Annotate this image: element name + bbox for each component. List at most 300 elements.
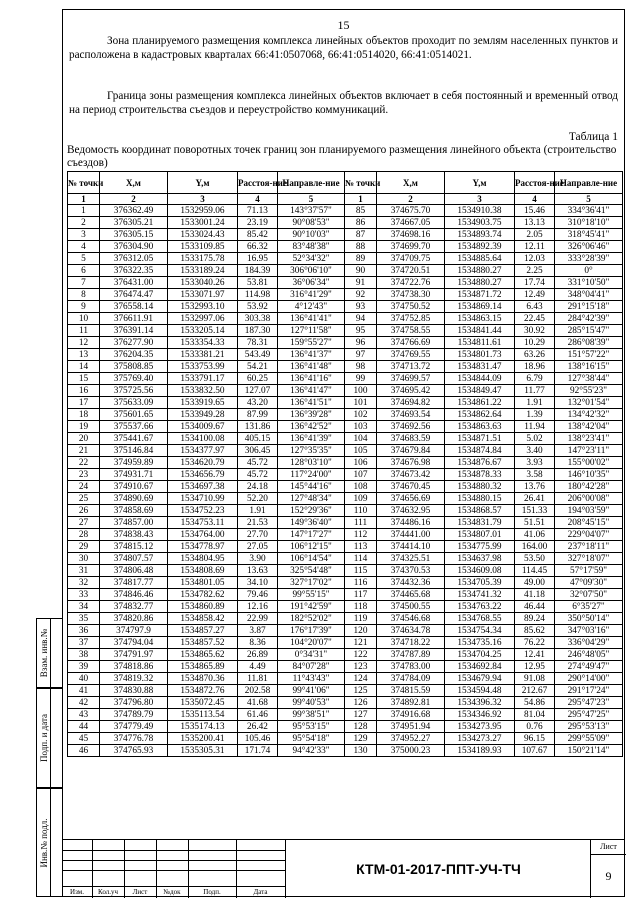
table-cell: 131.86 xyxy=(238,421,278,433)
table-cell: 1533024.43 xyxy=(168,229,238,241)
coordinates-table xyxy=(67,171,623,757)
table-cell: 374683.59 xyxy=(377,433,445,445)
table-cell: 374784.09 xyxy=(377,673,445,685)
table-cell: 151°57'22" xyxy=(555,349,623,361)
table-row xyxy=(68,601,623,613)
table-cell: 17.74 xyxy=(515,277,555,289)
table-cell: 375808.85 xyxy=(100,361,168,373)
table-cell: 136°39'28" xyxy=(278,409,345,421)
table-cell: 36°06'34" xyxy=(278,277,345,289)
table-cell: 1534862.64 xyxy=(445,409,515,421)
table-cell: 10.29 xyxy=(515,337,555,349)
table-cell: 182°52'02" xyxy=(278,613,345,625)
paragraph-text: Граница зоны размещения комплекса линейных объектов включает в себя постоянный и временный отвод на период строительства съездов и переустройство коммуникаций. xyxy=(69,90,618,116)
table-cell: 1533189.24 xyxy=(168,265,238,277)
table-cell: 12.49 xyxy=(515,289,555,301)
table-cell: 374634.78 xyxy=(377,625,445,637)
table-cell: 1534753.11 xyxy=(168,517,238,529)
table-cell: 374806.48 xyxy=(100,565,168,577)
table-cell: 306.45 xyxy=(238,445,278,457)
table-cell: 176°17'39" xyxy=(278,625,345,637)
table-cell: 1533381.21 xyxy=(168,349,238,361)
table-cell: 101 xyxy=(345,397,377,409)
table-row xyxy=(68,625,623,637)
table-cell: 1534782.62 xyxy=(168,589,238,601)
table-cell: 1534692.84 xyxy=(445,661,515,673)
table-cell: 23 xyxy=(68,469,100,481)
table-cell: 374414.10 xyxy=(377,541,445,553)
table-cell: 30 xyxy=(68,553,100,565)
sheet-box xyxy=(590,840,626,898)
table-cell: 27.70 xyxy=(238,529,278,541)
table-cell: 1534637.98 xyxy=(445,553,515,565)
table-cell: 374718.22 xyxy=(377,637,445,649)
table-cell: 1534189.93 xyxy=(445,745,515,757)
table-cell: 120 xyxy=(345,625,377,637)
table-cell: 18 xyxy=(68,409,100,421)
table-cell: 1534878.33 xyxy=(445,469,515,481)
table-cell: 374752.85 xyxy=(377,313,445,325)
table-cell: 336°04'29" xyxy=(555,637,623,649)
table-row xyxy=(68,313,623,325)
table-cell: 94 xyxy=(345,313,377,325)
table-cell: 1534885.64 xyxy=(445,253,515,265)
table-cell: 374832.77 xyxy=(100,601,168,613)
table-cell: 8 xyxy=(68,289,100,301)
table-cell: 78.31 xyxy=(238,337,278,349)
table-cell: 41.06 xyxy=(515,529,555,541)
table-cell: 6°35'27" xyxy=(555,601,623,613)
table-cell: 286°08'39" xyxy=(555,337,623,349)
table-cell: 1534870.36 xyxy=(168,673,238,685)
table-cell: 374713.72 xyxy=(377,361,445,373)
table-row xyxy=(68,325,623,337)
table-cell: 136°41'51" xyxy=(278,397,345,409)
table-row xyxy=(68,217,623,229)
table-row xyxy=(68,721,623,733)
table-cell: 374815.59 xyxy=(377,685,445,697)
table-row xyxy=(68,289,623,301)
table-cell: 1533832.50 xyxy=(168,385,238,397)
table-row xyxy=(68,337,623,349)
table-cell: 87.99 xyxy=(238,409,278,421)
table-cell: 164.00 xyxy=(515,541,555,553)
table-cell: 26.89 xyxy=(238,649,278,661)
table-row xyxy=(68,697,623,709)
table-row xyxy=(68,577,623,589)
table-cell: 1534865.62 xyxy=(168,649,238,661)
table-cell: 295°47'23" xyxy=(555,697,623,709)
table-cell: 121 xyxy=(345,637,377,649)
revision-grid xyxy=(62,840,285,898)
table-cell: 180°42'28" xyxy=(555,481,623,493)
table-cell: 2 xyxy=(68,217,100,229)
table-cell: 1534656.79 xyxy=(168,469,238,481)
table-cell: 88 xyxy=(345,241,377,253)
table-cell: 1534831.79 xyxy=(445,517,515,529)
paragraph-text: Зона планируемого размещения комплекса линейных объектов проходит по землям населенных пунктов и расположена в кадастровых кварталах 66:41:0507068, 66:41:0514020, 66:41:0514021. xyxy=(69,35,618,61)
table-cell: 376611.91 xyxy=(100,313,168,325)
table-cell: 374838.43 xyxy=(100,529,168,541)
table-cell: 0° xyxy=(555,265,623,277)
side-stamp-replace-inv xyxy=(36,618,62,688)
table-cell: 0.76 xyxy=(515,721,555,733)
table-cell: 374787.89 xyxy=(377,649,445,661)
table-cell: 8.36 xyxy=(238,637,278,649)
table-cell: 124 xyxy=(345,673,377,685)
table-cell: 102 xyxy=(345,409,377,421)
table-cell: 1534763.22 xyxy=(445,601,515,613)
table-cell: 16.95 xyxy=(238,253,278,265)
table-cell: 1534100.08 xyxy=(168,433,238,445)
table-cell: 374676.98 xyxy=(377,457,445,469)
table-cell: 374673.42 xyxy=(377,469,445,481)
table-cell: 374779.49 xyxy=(100,721,168,733)
table-row xyxy=(68,481,623,493)
table-cell: 3.90 xyxy=(238,553,278,565)
table-cell: 374441.00 xyxy=(377,529,445,541)
table-cell: 96 xyxy=(345,337,377,349)
table-cell: 1534880.27 xyxy=(445,277,515,289)
table-cell: 71.13 xyxy=(238,205,278,217)
table-cell: 127°38'44" xyxy=(555,373,623,385)
table-cell: 1534874.84 xyxy=(445,445,515,457)
table-cell: 374951.94 xyxy=(377,721,445,733)
table-row xyxy=(68,265,623,277)
header-point-number: № точки xyxy=(68,172,100,194)
table-cell: 1532959.06 xyxy=(168,205,238,217)
table-cell: 1535305.31 xyxy=(168,745,238,757)
table-cell: 54.21 xyxy=(238,361,278,373)
table-cell: 136°41'39" xyxy=(278,433,345,445)
table-row xyxy=(68,517,623,529)
table-cell: 28 xyxy=(68,529,100,541)
table-cell: 1534804.95 xyxy=(168,553,238,565)
table-cell: 117°24'00" xyxy=(278,469,345,481)
table-cell: 24.18 xyxy=(238,481,278,493)
table-cell: 11.81 xyxy=(238,673,278,685)
table-cell: 237°18'11" xyxy=(555,541,623,553)
table-cell: 17 xyxy=(68,397,100,409)
table-cell: 333°28'39" xyxy=(555,253,623,265)
table-row xyxy=(68,733,623,745)
table-cell: 53.50 xyxy=(515,553,555,565)
table-cell: 106°14'54" xyxy=(278,553,345,565)
table-cell: 374776.78 xyxy=(100,733,168,745)
table-cell: 136°41'16" xyxy=(278,373,345,385)
table-cell: 1534869.14 xyxy=(445,301,515,313)
table-cell: 212.67 xyxy=(515,685,555,697)
table-cell: 1534857.27 xyxy=(168,625,238,637)
table-cell: 1533949.28 xyxy=(168,409,238,421)
table-cell: 374857.00 xyxy=(100,517,168,529)
table-cell: 1534609.08 xyxy=(445,565,515,577)
table-cell: 374656.69 xyxy=(377,493,445,505)
table-cell: 89 xyxy=(345,253,377,265)
header-x: X,м xyxy=(100,172,168,194)
table-row xyxy=(68,373,623,385)
table-cell: 14 xyxy=(68,361,100,373)
header-point-number: № точки xyxy=(345,172,377,194)
table-cell: 374325.51 xyxy=(377,553,445,565)
table-cell: 109 xyxy=(345,493,377,505)
table-cell: 18.96 xyxy=(515,361,555,373)
table-cell: 374432.36 xyxy=(377,577,445,589)
table-cell: 4 xyxy=(68,241,100,253)
table-cell: 114.45 xyxy=(515,565,555,577)
table-cell: 13.76 xyxy=(515,481,555,493)
table-cell: 12.16 xyxy=(238,601,278,613)
table-cell: 114.98 xyxy=(238,289,278,301)
table-cell: 95°53'15" xyxy=(278,721,345,733)
table-cell: 12 xyxy=(68,337,100,349)
table-cell: 327°18'07" xyxy=(555,553,623,565)
column-number: 5 xyxy=(278,194,345,205)
table-cell: 374858.69 xyxy=(100,505,168,517)
table-cell: 63.26 xyxy=(515,349,555,361)
table-cell: 1533791.17 xyxy=(168,373,238,385)
table-cell: 1535200.41 xyxy=(168,733,238,745)
table-cell: 376305.15 xyxy=(100,229,168,241)
table-cell: 375441.67 xyxy=(100,433,168,445)
table-cell: 53.81 xyxy=(238,277,278,289)
table-cell: 1534903.75 xyxy=(445,217,515,229)
table-cell: 127°11'58" xyxy=(278,325,345,337)
table-cell: 143°37'57" xyxy=(278,205,345,217)
table-cell: 274°49'47" xyxy=(555,661,623,673)
table-cell: 104 xyxy=(345,433,377,445)
table-cell: 90 xyxy=(345,265,377,277)
table-cell: 246°48'05" xyxy=(555,649,623,661)
page-frame xyxy=(62,9,625,897)
table-cell: 34 xyxy=(68,601,100,613)
table-cell: 19 xyxy=(68,421,100,433)
table-cell: 31 xyxy=(68,565,100,577)
table-cell: 376312.05 xyxy=(100,253,168,265)
table-cell: 128 xyxy=(345,721,377,733)
table-cell: 136°41'41" xyxy=(278,313,345,325)
table-cell: 117 xyxy=(345,589,377,601)
column-number-row xyxy=(68,194,623,205)
table-cell: 3.58 xyxy=(515,469,555,481)
table-cell: 127.07 xyxy=(238,385,278,397)
table-cell: 375633.09 xyxy=(100,397,168,409)
table-cell: 27 xyxy=(68,517,100,529)
table-cell: 374819.32 xyxy=(100,673,168,685)
table-cell: 374698.16 xyxy=(377,229,445,241)
table-row xyxy=(68,469,623,481)
table-cell: 38 xyxy=(68,649,100,661)
table-cell: 374769.55 xyxy=(377,349,445,361)
table-cell: 90°10'03" xyxy=(278,229,345,241)
paragraph-zone-description xyxy=(69,35,618,62)
table-cell: 194°03'59" xyxy=(555,505,623,517)
table-cell: 92 xyxy=(345,289,377,301)
table-cell: 110 xyxy=(345,505,377,517)
table-cell: 1534679.94 xyxy=(445,673,515,685)
table-cell: 99°41'06" xyxy=(278,685,345,697)
table-cell: 1533919.65 xyxy=(168,397,238,409)
table-cell: 20 xyxy=(68,433,100,445)
table-cell: 134°42'32" xyxy=(555,409,623,421)
table-cell: 60.25 xyxy=(238,373,278,385)
table-cell: 1535174.13 xyxy=(168,721,238,733)
table-cell: 51.51 xyxy=(515,517,555,529)
table-cell: 374789.79 xyxy=(100,709,168,721)
table-cell: 132°01'54" xyxy=(555,397,623,409)
table-cell: 347°03'16" xyxy=(555,625,623,637)
table-cell: 32 xyxy=(68,577,100,589)
column-number: 3 xyxy=(445,194,515,205)
table-cell: 147°17'27" xyxy=(278,529,345,541)
table-cell: 374830.88 xyxy=(100,685,168,697)
table-cell: 119 xyxy=(345,613,377,625)
header-direction: Направле-ние xyxy=(278,172,345,194)
table-cell: 159°55'27" xyxy=(278,337,345,349)
table-cell: 99°55'15" xyxy=(278,589,345,601)
table-cell: 24 xyxy=(68,481,100,493)
table-cell: 43.20 xyxy=(238,397,278,409)
title-block-label: Лист xyxy=(132,888,148,896)
title-block-label: Дата xyxy=(253,888,268,896)
table-cell: 12.03 xyxy=(515,253,555,265)
table-row xyxy=(68,685,623,697)
table-cell: 1534892.39 xyxy=(445,241,515,253)
table-cell: 36 xyxy=(68,625,100,637)
table-cell: 26 xyxy=(68,505,100,517)
table-cell: 107.67 xyxy=(515,745,555,757)
side-stamp-label: Взам. инв.№ xyxy=(38,628,49,678)
table-cell: 66.32 xyxy=(238,241,278,253)
table-cell: 61.46 xyxy=(238,709,278,721)
table-cell: 374783.00 xyxy=(377,661,445,673)
table-cell: 45 xyxy=(68,733,100,745)
table-cell: 136°41'47" xyxy=(278,385,345,397)
table-cell: 202.58 xyxy=(238,685,278,697)
table-cell: 1534876.67 xyxy=(445,457,515,469)
table-cell: 1534377.97 xyxy=(168,445,238,457)
table-row xyxy=(68,277,623,289)
table-cell: 106 xyxy=(345,457,377,469)
table-cell: 374820.86 xyxy=(100,613,168,625)
table-cell: 11.77 xyxy=(515,385,555,397)
table-cell: 39 xyxy=(68,661,100,673)
table-cell: 1534844.09 xyxy=(445,373,515,385)
title-block xyxy=(62,839,625,897)
table-row xyxy=(68,349,623,361)
table-cell: 11.94 xyxy=(515,421,555,433)
table-cell: 374679.84 xyxy=(377,445,445,457)
table-cell: 129 xyxy=(345,733,377,745)
table-cell: 12.11 xyxy=(515,241,555,253)
table-cell: 3.40 xyxy=(515,445,555,457)
table-cell: 1533001.24 xyxy=(168,217,238,229)
header-y: Y,м xyxy=(445,172,515,194)
table-header-row xyxy=(68,172,623,194)
table-cell: 327°17'02" xyxy=(278,577,345,589)
table-cell: 0°34'31" xyxy=(278,649,345,661)
table-cell: 95 xyxy=(345,325,377,337)
table-cell: 374632.95 xyxy=(377,505,445,517)
table-cell: 1532997.06 xyxy=(168,313,238,325)
table-cell: 348°04'41" xyxy=(555,289,623,301)
table-cell: 52°34'32" xyxy=(278,253,345,265)
table-row xyxy=(68,385,623,397)
table-cell: 3.93 xyxy=(515,457,555,469)
table-row xyxy=(68,253,623,265)
table-cell: 22.45 xyxy=(515,313,555,325)
table-row xyxy=(68,301,623,313)
table-cell: 12.95 xyxy=(515,661,555,673)
table-caption: Ведомость координат поворотных точек границ зон планируемого размещения линейного объекта (строительство съездов) xyxy=(67,144,617,169)
table-cell: 1532993.10 xyxy=(168,301,238,313)
table-cell: 87 xyxy=(345,229,377,241)
table-row xyxy=(68,529,623,541)
table-cell: 1534841.44 xyxy=(445,325,515,337)
table-cell: 374807.57 xyxy=(100,553,168,565)
table-cell: 147°23'11" xyxy=(555,445,623,457)
table-cell: 374817.77 xyxy=(100,577,168,589)
table-cell: 1534396.32 xyxy=(445,697,515,709)
table-cell: 1 xyxy=(68,205,100,217)
table-cell: 1535113.54 xyxy=(168,709,238,721)
column-number: 3 xyxy=(168,194,238,205)
table-cell: 49.00 xyxy=(515,577,555,589)
table-cell: 4.49 xyxy=(238,661,278,673)
table-cell: 123 xyxy=(345,661,377,673)
table-cell: 97 xyxy=(345,349,377,361)
table-cell: 1535072.45 xyxy=(168,697,238,709)
table-row xyxy=(68,361,623,373)
table-cell: 93 xyxy=(345,301,377,313)
table-cell: 4°12'43" xyxy=(278,301,345,313)
table-row xyxy=(68,445,623,457)
table-cell: 184.39 xyxy=(238,265,278,277)
table-cell: 376305.21 xyxy=(100,217,168,229)
table-cell: 299°55'09" xyxy=(555,733,623,745)
table-cell: 21.53 xyxy=(238,517,278,529)
table-cell: 374699.70 xyxy=(377,241,445,253)
table-cell: 5.02 xyxy=(515,433,555,445)
table-cell: 57°17'59" xyxy=(555,565,623,577)
table-cell: 25 xyxy=(68,493,100,505)
table-cell: 6.79 xyxy=(515,373,555,385)
table-cell: 1534801.05 xyxy=(168,577,238,589)
table-cell: 303.38 xyxy=(238,313,278,325)
table-cell: 81.04 xyxy=(515,709,555,721)
table-cell: 34.10 xyxy=(238,577,278,589)
table-cell: 1534857.52 xyxy=(168,637,238,649)
table-row xyxy=(68,421,623,433)
table-row xyxy=(68,661,623,673)
table-cell: 104°20'07" xyxy=(278,637,345,649)
table-cell: 1534346.92 xyxy=(445,709,515,721)
table-cell: 295°47'25" xyxy=(555,709,623,721)
table-cell: 375725.56 xyxy=(100,385,168,397)
table-cell: 318°45'41" xyxy=(555,229,623,241)
table-cell: 291°17'24" xyxy=(555,685,623,697)
table-cell: 11°43'43" xyxy=(278,673,345,685)
table-cell: 229°04'07" xyxy=(555,529,623,541)
table-row xyxy=(68,409,623,421)
column-number: 2 xyxy=(100,194,168,205)
table-cell: 115 xyxy=(345,565,377,577)
table-cell: 375000.23 xyxy=(377,745,445,757)
table-cell: 1534801.73 xyxy=(445,349,515,361)
table-cell: 150°21'14" xyxy=(555,745,623,757)
table-cell: 136°42'52" xyxy=(278,421,345,433)
table-cell: 107 xyxy=(345,469,377,481)
